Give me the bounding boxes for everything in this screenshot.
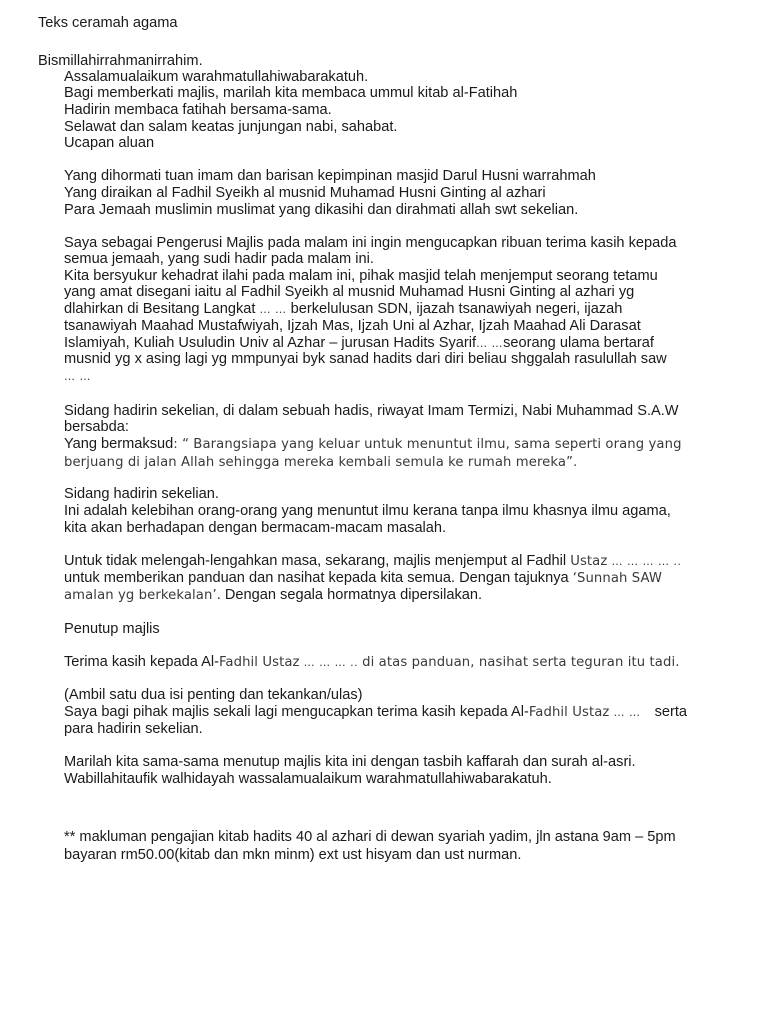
notice-line: ** makluman pengajian kitab hadits 40 al azhari di dewan syariah yadim, jln astana 9am – 5pm [64, 829, 676, 845]
invite-text: Untuk tidak melengah-lengahkan masa, sekarang, majlis menjemput al Fadhil [64, 553, 567, 569]
speaker-title: Fadhil Ustaz [528, 705, 610, 720]
greeting-line: Yang dihormati tuan imam dan barisan kepimpinan masjid Darul Husni warrahmah [64, 168, 596, 184]
thanks-text: Terima kasih kepada Al- [64, 654, 219, 670]
intro-line: Saya sebagai Pengerusi Majlis pada malam ini ingin mengucapkan ribuan terima kasih kepada [64, 235, 677, 251]
thanks-text: di atas panduan, nasihat serta teguran itu tadi. [362, 655, 680, 670]
speaker-title: Fadhil Ustaz [218, 655, 300, 670]
hadith-text: Yang bermaksud [64, 436, 174, 452]
placeholder-dots: … … [64, 370, 91, 383]
notice-line: bayaran rm50.00(kitab dan mkn minm) ext ust hisyam dan ust nurman. [64, 847, 522, 863]
placeholder-dots: … … … … .. [611, 555, 682, 568]
opening-line: Selawat dan salam keatas junjungan nabi, sahabat. [64, 119, 398, 135]
intro-line [64, 335, 654, 352]
intro-line: yang amat disegani iaitu al Fadhil Syeikh al musnid Muhamad Husni Ginting al azhari yg [64, 284, 635, 300]
invite-text: . Dengan segala hormatnya dipersilakan. [216, 587, 483, 603]
placeholder-dots: … … … .. [303, 656, 359, 669]
intro-text: berkelulusan SDN, ijazah tsanawiyah negeri, ijazah [290, 301, 623, 317]
virtue-line: kita akan berhadapan dengan bermacam-macam masalah. [64, 520, 447, 536]
invite-line [64, 570, 662, 587]
intro-line: semua jemaah, yang sudi hadir pada malam ini. [64, 251, 374, 267]
thanks-line [64, 654, 680, 671]
hadith-quote: : “ Barangsiapa yang keluar untuk menuntut ilmu, sama seperti orang yang [173, 437, 682, 452]
invite-line [64, 553, 681, 570]
intro-line [64, 301, 622, 318]
opening-line: Ucapan aluan [64, 135, 155, 151]
hadith-line: Sidang hadirin sekelian, di dalam sebuah hadis, riwayat Imam Termizi, Nabi Muhammad S.A.W [64, 403, 679, 419]
speaker-title: Ustaz [570, 554, 608, 569]
virtue-line: Ini adalah kelebihan orang-orang yang menuntut ilmu kerana tanpa ilmu khasnya ilmu agama, [64, 503, 671, 519]
placeholder-dots: … … [476, 337, 504, 350]
intro-text: dlahirkan di Besitang Langkat [64, 301, 256, 317]
placeholder-dots: … … [613, 706, 641, 719]
talk-title: amalan yg berkekalan’ [64, 588, 217, 603]
opening-line: Assalamualaikum warahmatullahiwabarakatuh. [64, 69, 369, 85]
thanks-line [64, 704, 687, 721]
document-title: Teks ceramah agama [38, 15, 178, 31]
thanks-line: (Ambil satu dua isi penting dan tekankan/ulas) [64, 687, 363, 703]
greeting-line: Yang diraikan al Fadhil Syeikh al musnid Muhamad Husni Ginting al azhari [64, 185, 546, 201]
opening-line: Bagi memberkati majlis, marilah kita membaca ummul kitab al-Fatihah [64, 85, 518, 101]
intro-line: tsanawiyah Maahad Mustafwiyah, Ijzah Mas, Ijzah Uni al Azhar, Ijzah Maahad Ali Darasat [64, 318, 641, 334]
intro-line [64, 368, 91, 385]
hadith-line: bersabda: [64, 419, 129, 435]
hadith-quote: berjuang di jalan Allah sehingga mereka kembali semula ke rumah mereka”. [64, 455, 578, 470]
thanks-line: para hadirin sekelian. [64, 721, 203, 737]
closing-heading: Penutup majlis [64, 621, 160, 637]
invite-line [64, 587, 482, 604]
hadith-line [64, 436, 682, 453]
invite-text: untuk memberikan panduan dan nasihat kepada kita semua. Dengan tajuknya [64, 570, 569, 586]
opening-line: Hadirin membaca fatihah bersama-sama. [64, 102, 332, 118]
intro-line: musnid yg x asing lagi yg mmpunyai byk sanad hadits dari diri beliau shggalah rasulullah saw [64, 351, 667, 367]
thanks-text: serta [654, 704, 688, 720]
greeting-line: Para Jemaah muslimin muslimat yang dikasihi dan dirahmati allah swt sekelian. [64, 202, 579, 218]
ending-line: Marilah kita sama-sama menutup majlis kita ini dengan tasbih kaffarah dan surah al-asri. [64, 754, 636, 770]
placeholder-dots: … … [259, 303, 287, 316]
thanks-text: Saya bagi pihak majlis sekali lagi mengucapkan terima kasih kepada Al- [64, 704, 529, 720]
talk-title: ‘Sunnah SAW [572, 571, 663, 586]
ending-line: Wabillahitaufik walhidayah wassalamualaikum warahmatullahiwabarakatuh. [64, 771, 552, 787]
intro-text: Islamiyah, Kuliah Usuludin Univ al Azhar – jurusan Hadits Syarif [64, 335, 477, 351]
opening-line: Bismillahirrahmanirrahim. [38, 53, 203, 69]
intro-line: Kita bersyukur kehadrat ilahi pada malam ini, pihak masjid telah menjemput seorang tetamu [64, 268, 658, 284]
virtue-line: Sidang hadirin sekelian. [64, 486, 219, 502]
intro-text: seorang ulama bertaraf [503, 335, 654, 351]
